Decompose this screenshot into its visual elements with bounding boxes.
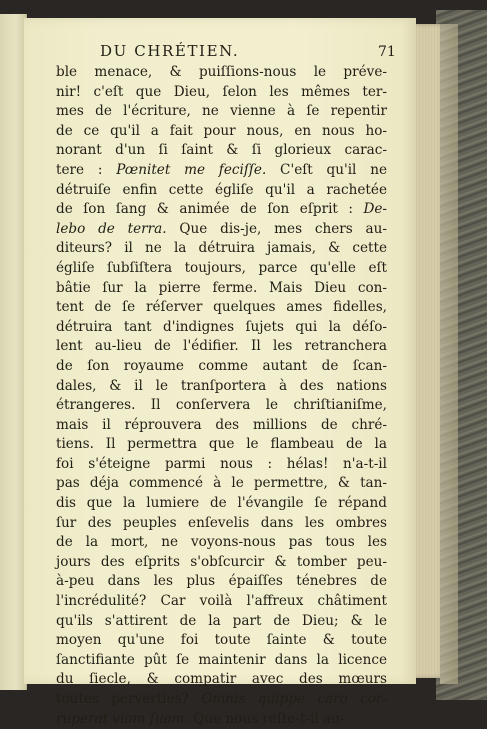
text-run: foi s'éteigne parmi nous : hélas! n'a-t-il (56, 455, 387, 472)
text-run: qu'ils s'attirent de la part de Dieu; & le (56, 612, 387, 629)
text-run: bâtie ſur la pierre ferme. Mais Dieu con- (56, 279, 387, 296)
text-run: tiens. Il permettra que le flambeau de la (56, 436, 387, 453)
text-run: de ſon ſang & animée de ſon eſprit : (56, 201, 364, 218)
text-line (56, 298, 387, 318)
text-run: dales, & il le tranſportera à des nations (56, 377, 387, 394)
text-line (56, 612, 387, 632)
text-run: de ce qu'il a fait pour nous, en nous ho- (56, 122, 387, 139)
text-line (56, 396, 387, 416)
text-run: diteurs? il ne la détruira jamais, & cette (56, 240, 387, 257)
text-run: détruira tant d'indignes ſujets qui la déſo- (56, 318, 387, 335)
italic-text-run: De- (363, 201, 387, 218)
text-run: toutes perverties? (56, 691, 202, 707)
previous-page-edge (0, 14, 27, 690)
text-line (56, 122, 387, 142)
text-run: tere : (56, 161, 117, 178)
italic-text-run: ruperat viam ſuam. (56, 710, 189, 727)
text-line (56, 200, 387, 220)
text-run: mais il réprouvera des millions de chré- (56, 416, 387, 433)
text-run: pas déja commencé à le permettre, & tan- (56, 475, 387, 492)
text-line (56, 377, 387, 397)
text-line (56, 651, 387, 671)
text-run: étrangeres. Il conſervera le chriſtianiſme, (56, 397, 387, 414)
text-run: lent au-lieu de l'édifier. Il les retranchera (56, 338, 387, 355)
text-run: ſur des peuples enſevelis dans les ombres (56, 514, 387, 531)
text-run: jours des eſprits s'obſcurcir & tomber peu- (56, 553, 387, 570)
text-run: Que dis-je, mes chers au- (166, 220, 387, 237)
text-line (56, 279, 387, 299)
text-run: Que nous reſte-t-il au- (188, 710, 345, 727)
text-line (56, 533, 387, 553)
text-run: moyen qu'une foi toute ſainte & toute (56, 632, 387, 649)
text-line (56, 690, 387, 710)
text-line (56, 416, 387, 436)
text-line (56, 259, 387, 279)
text-run: nir! c'eſt que Dieu, ſelon les mêmes ter- (56, 83, 387, 100)
text-line (56, 514, 387, 534)
text-run: du ſiecle, & compatir avec des mœurs (56, 671, 387, 688)
text-run: de ſon royaume comme autant de ſcan- (56, 357, 387, 374)
text-line (56, 631, 387, 651)
text-line (56, 181, 387, 201)
text-line (56, 220, 387, 240)
body-text (56, 63, 387, 729)
text-line (56, 161, 387, 181)
cover-inner-edge (440, 24, 458, 684)
text-run: à-peu dans les plus épaiſſes ténebres de (56, 573, 387, 590)
italic-text-run: Pœnitet me feciſſe. (116, 161, 267, 178)
text-line (56, 83, 387, 103)
text-line (56, 63, 387, 83)
text-line (56, 318, 387, 338)
text-line (56, 239, 387, 259)
text-line (56, 474, 387, 494)
italic-text-run: Omnis quippe caro cor- (201, 691, 387, 707)
text-run: tent de ſe réſerver quelques ames fidelles, (56, 299, 387, 316)
text-run: l'incrédulité? Car voilà l'affreux châtiment (56, 593, 387, 610)
text-run: détruiſe enfin cette égliſe qu'il a rachetée (56, 181, 387, 198)
text-line (56, 141, 387, 161)
text-line (56, 494, 387, 514)
text-run: ble menace, & puiſſions-nous le préve- (56, 64, 387, 80)
page-number: 71 (378, 44, 396, 60)
text-run: mes de l'écriture, ne vienne à ſe repentir (56, 103, 387, 120)
text-line (56, 670, 387, 690)
text-line (56, 710, 387, 729)
text-line (56, 102, 387, 122)
running-head: DU CHRÉTIEN. (100, 42, 240, 60)
text-run: ſanctifiante pût ſe maintenir dans la licence (56, 651, 387, 668)
italic-text-run: lebo de terra. (56, 220, 167, 237)
text-line (56, 553, 387, 573)
text-line (56, 357, 387, 377)
text-run: dis que la lumiere de l'évangile ſe répand (56, 495, 387, 512)
text-line (56, 455, 387, 475)
text-run: égliſe ſubſiſtera toujours, parce qu'elle eſt (56, 259, 387, 276)
text-line (56, 572, 387, 592)
text-run: C'eſt qu'il ne (266, 161, 387, 178)
text-run: norant d'un ſi ſaint & ſi glorieux carac- (56, 142, 387, 159)
text-line (56, 337, 387, 357)
text-line (56, 435, 387, 455)
text-run: de la mort, ne voyons-nous pas tous les (56, 534, 387, 551)
text-line (56, 592, 387, 612)
